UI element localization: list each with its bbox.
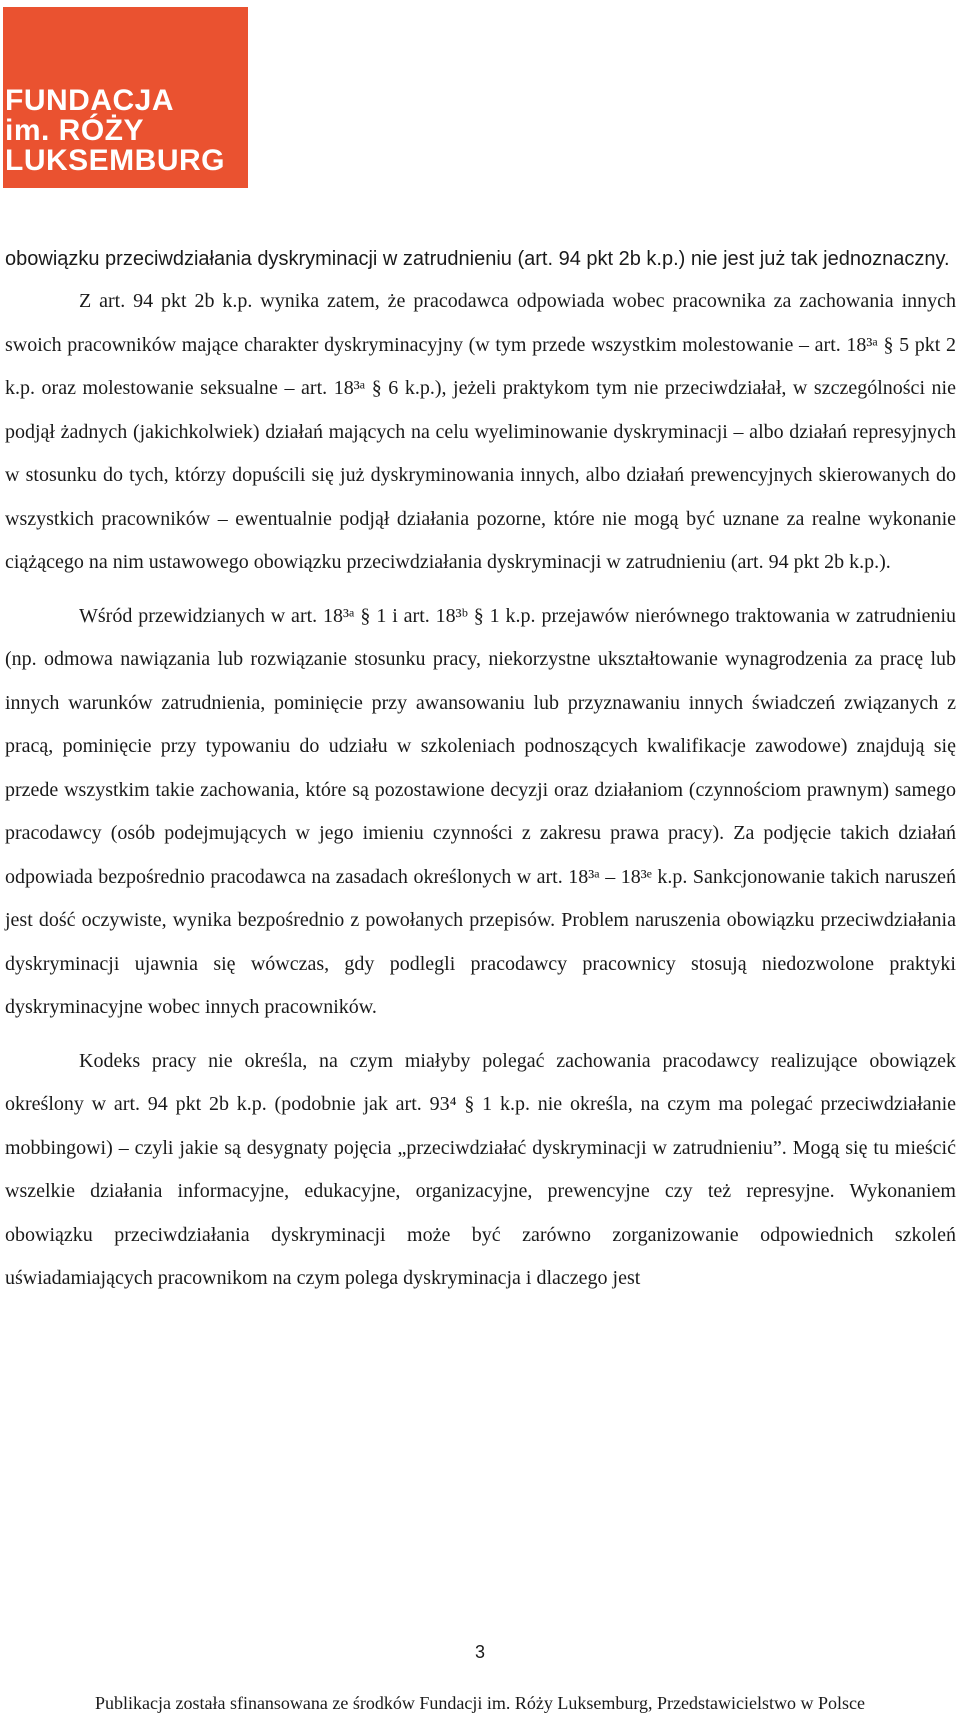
- logo-line-2: im. RÓŻY: [5, 114, 145, 147]
- logo-line-3: LUKSEMBURG: [5, 144, 225, 177]
- page-number: 3: [474, 1642, 485, 1662]
- logo-text: [3, 86, 248, 176]
- document-body: [5, 238, 956, 1301]
- foundation-logo: [3, 7, 248, 188]
- paragraph-3: Wśród przewidzianych w art. 18³ᵃ § 1 i art. 18³ᵇ § 1 k.p. przejawów nierównego traktowania w zatrudnieniu (np. odmowa nawiązania lub rozwiązanie stosunku pracy, niekorzystne ukształtowanie wynagrodzenia za pracę lub innych warunków zatrudnienia, pominięcie przy awansowaniu lub przyznawaniu innych świadczeń związanych z pracą, pominięcie przy typowaniu do udziału w szkoleniach podnoszących kwalifikacje zawodowe) znajdują się przede wszystkim takie zachowania, które są pozostawione decyzji oraz działaniom (czynnościom prawnym) samego pracodawcy (osób podejmujących w jego imieniu czynności z zakresu prawa pracy). Za podjęcie takich działań odpowiada bezpośrednio pracodawca na zasadach określonych w art. 18³ᵃ – 18³ᵉ k.p. Sankcjonowanie takich naruszeń jest dość oczywiste, wynika bezpośrednio z powołanych przepisów. Problem naruszenia obowiązku przeciwdziałania dyskryminacji ujawnia się wówczas, gdy podlegli pracodawcy pracownicy stosują niedozwolone praktyki dyskryminacyjne wobec innych pracowników.: [5, 604, 956, 1018]
- logo-line-1: FUNDACJA: [5, 84, 174, 117]
- paragraph-2: Z art. 94 pkt 2b k.p. wynika zatem, że pracodawca odpowiada wobec pracownika za zachowania innych swoich pracowników mające charakter dyskryminacyjny (w tym przede wszystkim molestowanie – art. 18³ᵃ § 5 pkt 2 k.p. oraz molestowanie seksualne – art. 18³ᵃ § 6 k.p.), jeżeli praktykom tym nie przeciwdziałał, w szczególności nie podjął żadnych (jakichkolwiek) działań mających na celu wyeliminowanie dyskryminacji – albo działań represyjnych w stosunku do tych, którzy dopuścili się już dyskryminowania innych, albo działań prewencyjnych skierowanych do wszystkich pracowników – ewentualnie podjął działania pozorne, które nie mogą być uznane za realne wykonanie ciążącego na nim ustawowego obowiązku przeciwdziałania dyskryminacji w zatrudnieniu (art. 94 pkt 2b k.p.).: [5, 290, 956, 573]
- funding-footer: Publikacja została sfinansowana ze środków Fundacji im. Róży Luksemburg, Przedstawicielstwo w Polsce: [94, 1693, 865, 1713]
- paragraph-1: obowiązku przeciwdziałania dyskryminacji w zatrudnieniu (art. 94 pkt 2b k.p.) nie jest już tak jednoznaczny.: [5, 248, 950, 270]
- paragraph-4: Kodeks pracy nie określa, na czym miałyby polegać zachowania pracodawcy realizujące obowiązek określony w art. 94 pkt 2b k.p. (podobnie jak art. 93⁴ § 1 k.p. nie określa, na czym ma polegać przeciwdziałanie mobbingowi) – czyli jakie są desygnaty pojęcia „przeciwdziałać dyskryminacji w zatrudnieniu”. Mogą się tu mieścić wszelkie działania informacyjne, edukacyjne, organizacyjne, prewencyjne czy też represyjne. Wykonaniem obowiązku przeciwdziałania dyskryminacji może być zarówno zorganizowanie odpowiednich szkoleń uświadamiających pracownikom na czym polega dyskryminacja i dlaczego jest: [5, 1049, 956, 1289]
